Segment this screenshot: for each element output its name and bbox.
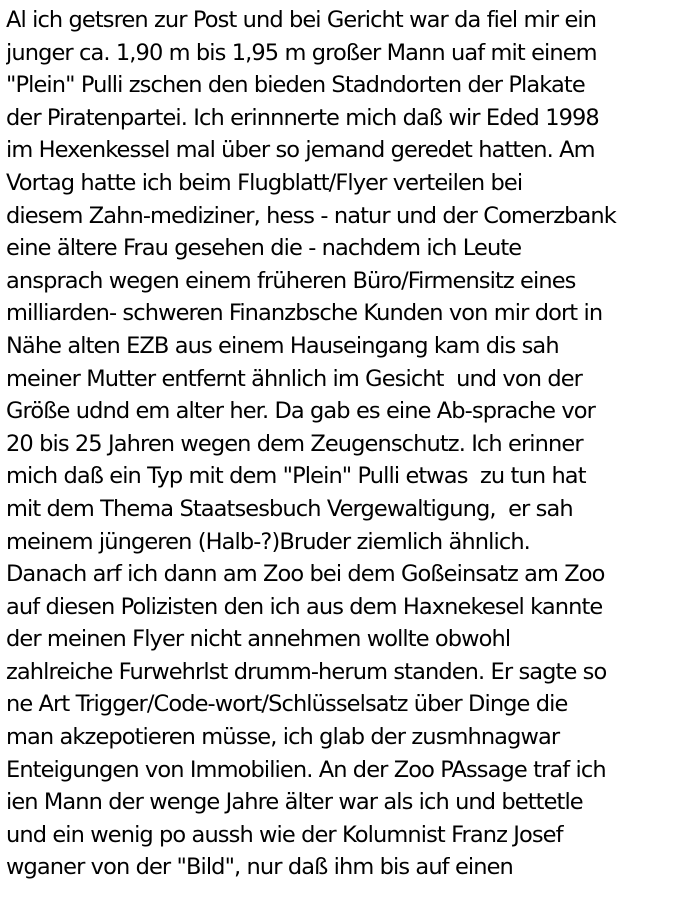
text-line: Größe udnd em alter her. Da gab es eine Ab-sprache vor [6,398,596,425]
text-line: diesem Zahn-mediziner, hess - natur und der Comerzbank [6,202,616,229]
text-line: der meinen Flyer nicht annehmen wollte obwohl [6,626,511,653]
text-line: eine ältere Frau gesehen die - nachdem ich Leute [6,235,522,262]
text-line: Danach arf ich dann am Zoo bei dem Goßeinsatz am Zoo [6,561,605,588]
text-line: der Piratenpartei. Ich erinnnerte mich daß wir Eded 1998 [6,104,599,131]
text-line: ansprach wegen einem früheren Büro/Firmensitz eines [6,267,576,294]
text-line: ne Art Trigger/Code-wort/Schlüsselsatz über Dinge die [6,691,568,718]
text-line: Nähe alten EZB aus einem Hauseingang kam dis sah [6,332,559,359]
text-line: zahlreiche Furwehrlst drumm-herum standen. Er sagte so [6,658,607,685]
text-line: meinem jüngeren (Halb-?)Bruder ziemlich ähnlich. [6,528,530,555]
text-line: 20 bis 25 Jahren wegen dem Zeugenschutz. Ich erinner [6,430,583,457]
text-line: mit dem Thema Staatsesbuch Vergewaltigung, er sah [6,495,573,522]
text-line: Enteigungen von Immobilien. An der Zoo PAssage traf ich [6,756,606,783]
text-line: meiner Mutter entfernt ähnlich im Gesicht und von der [6,365,583,392]
document-body [6,4,678,884]
text-line: und ein wenig po aussh wie der Kolumnist Franz Josef [6,821,563,848]
text-line: man akzepotieren müsse, ich glab der zusmhnagwar [6,724,560,751]
text-line: "Plein" Pulli zschen den bieden Stadndorten der Plakate [6,72,585,99]
text-line: wganer von der "Bild", nur daß ihm bis auf einen [6,854,513,881]
text-line: Al ich getsren zur Post und bei Gericht war da fiel mir ein [6,7,597,33]
text-line: ien Mann der wenge Jahre älter war als ich und bettetle [6,789,583,816]
text-line: im Hexenkessel mal über so jemand geredet hatten. Am [6,137,595,164]
text-line: auf diesen Polizisten den ich aus dem Haxnekesel kannte [6,593,603,620]
text-line: mich daß ein Typ mit dem "Plein" Pulli etwas zu tun hat [6,463,586,490]
text-line: milliarden- schweren Finanzbsche Kunden von mir dort in [6,300,603,327]
text-line: Vortag hatte ich beim Flugblatt/Flyer verteilen bei [6,169,523,196]
text-line: junger ca. 1,90 m bis 1,95 m großer Mann uaf mit einem [6,39,597,66]
